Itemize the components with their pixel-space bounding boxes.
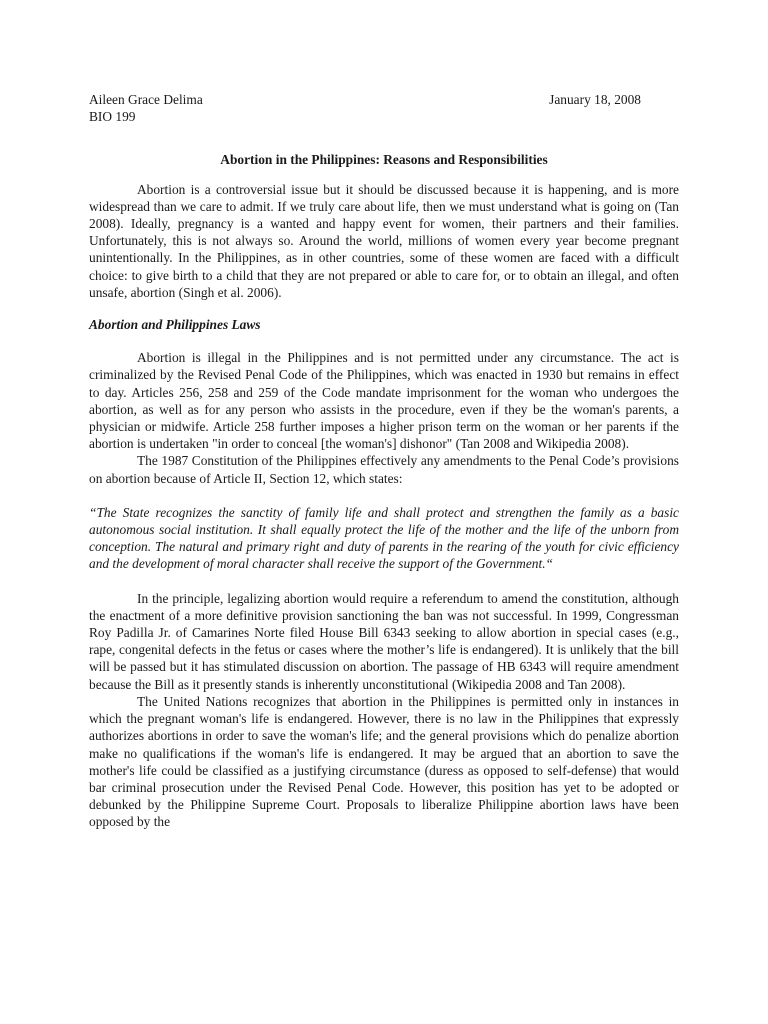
constitution-quote: “The State recognizes the sanctity of family life and shall protect and strengthen the family as a basic autonomous social institution. It shall equally protect the life of the mother and the life of the unborn from conception. The natural and primary right and duty of parents in the rearing of the youth for civic efficiency and the development of moral character shall receive the support of the Government.“: [89, 504, 679, 572]
referendum-paragraph: In the principle, legalizing abortion would require a referendum to amend the constitution, although the enactment of a more definitive provision sanctioning the ban was not successful. In 1999, Congressman Roy Padilla Jr. of Camarines Norte filed House Bill 6343 seeking to allow abortion in special cases (e.g., rape, congenital defects in the fetus or cases where the mother’s life is endangered). It is unlikely that the bill will be passed but it has stimulated discussion on abortion. The passage of HB 6343 will require amendment because the Bill as it presently stands is inherently unconstitutional (Wikipedia 2008 and Tan 2008).: [89, 590, 679, 692]
document-page: [89, 91, 679, 831]
author-name: Aileen Grace Delima: [89, 92, 203, 107]
laws-paragraph-2: The 1987 Constitution of the Philippines effectively any amendments to the Penal Code’s provisions on abortion because of Article II, Section 12, which states:: [89, 453, 679, 486]
document-title: Abortion in the Philippines: Reasons and Responsibilities: [220, 152, 548, 168]
document-date: January 18, 2008: [549, 92, 641, 107]
intro-paragraph: Abortion is a controversial issue but it should be discussed because it is happening, and is more widespread than we care to admit. If we truly care about life, then we must understand what is going on (Tan 2008). Ideally, pregnancy is a wanted and happy event for women, their partners and their families. Unfortunately, this is not always so. Around the world, millions of women every year become pregnant unintentionally. In the Philippines, as in other countries, some of these women are faced with a difficult choice: to give birth to a child that they are not prepared or able to care for, or to obtain an illegal, and often unsafe, abortion (Singh et al. 2006).: [89, 181, 679, 300]
laws-paragraph-1: Abortion is illegal in the Philippines and is not permitted under any circumstance. The act is criminalized by the Revised Penal Code of the Philippines, which was enacted in 1930 but remains in effect to day. Articles 256, 258 and 259 of the Code mandate imprisonment for the woman who undergoes the abortion, as well as for any person who assists in the procedure, even if they be the woman's parents, a physician or midwife. Article 258 further imposes a higher prison term on the woman or her parents if the abortion is undertaken "in order to conceal [the woman's] dishonor" (Tan 2008 and Wikipedia 2008).: [89, 350, 679, 452]
course-code: BIO 199: [89, 109, 136, 125]
header-row: [89, 91, 679, 108]
united-nations-paragraph: The United Nations recognizes that abortion in the Philippines is permitted only in instances in which the pregnant woman's life is endangered. However, there is no law in the Philippines that expressly authorizes abortions in order to save the woman's life; and the general provisions which do penalize abortion make no qualifications if the woman's life is endangered. It may be argued that an abortion to save the mother's life could be classified as a justifying circumstance (duress as opposed to self-defense) that would bar criminal prosecution under the Revised Penal Code. However, this position has yet to be adopted or debunked by the Philippine Supreme Court. Proposals to liberalize Philippine abortion laws have been opposed by the: [89, 693, 679, 830]
section-heading: Abortion and Philippines Laws: [89, 317, 261, 333]
